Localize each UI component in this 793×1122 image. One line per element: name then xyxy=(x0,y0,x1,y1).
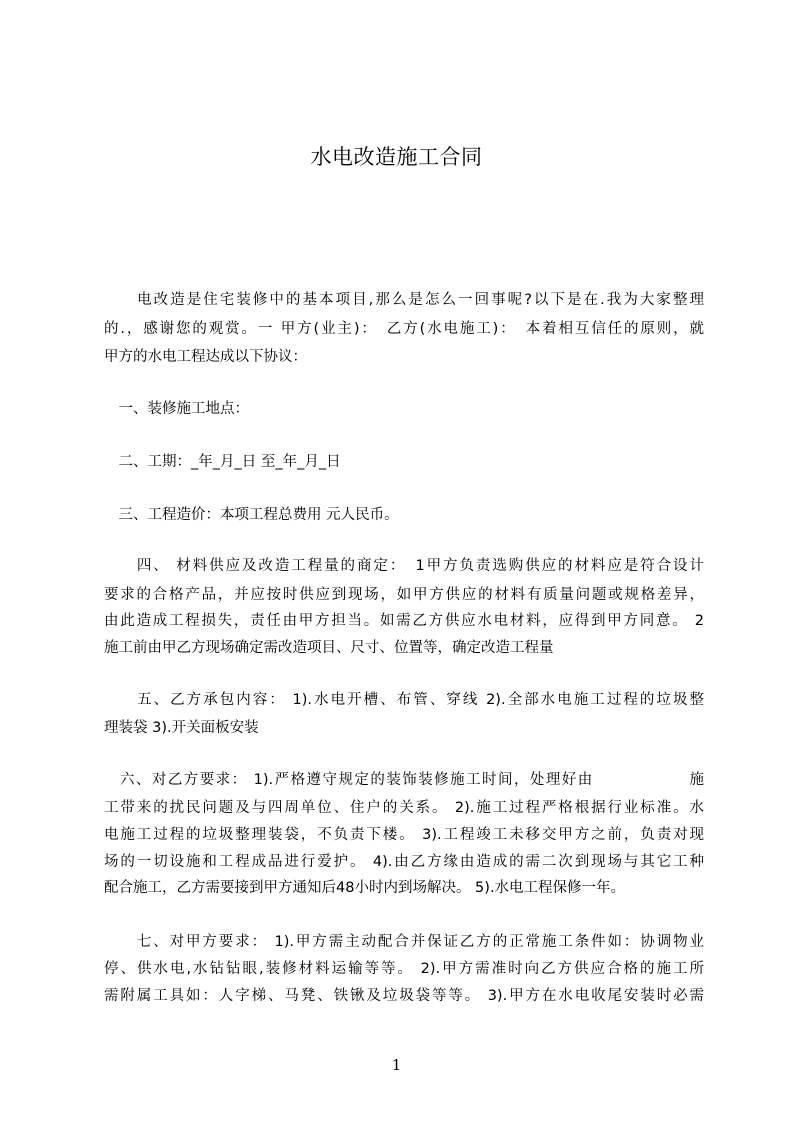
paragraph-line: 甲方的水电工程达成以下协议： xyxy=(104,349,307,365)
page-number: 1 xyxy=(391,1056,402,1074)
paragraph-line: 由此造成工程损失，责任由甲方担当。如需乙方供应水电材料，应得到甲方同意。 2 xyxy=(104,613,704,629)
paragraph-line: 电改造是住宅装修中的基本项目,那么是怎么一回事呢?以下是在.我为大家整理 xyxy=(104,292,704,308)
paragraph-line: 需附属工具如：人字梯、马凳、铁锹及垃圾袋等等。 3).甲方在水电收尾安装时必需 xyxy=(104,988,704,1004)
paragraph-line: 理装袋 3).开关面板安装 xyxy=(104,720,259,736)
paragraph-line: 四、 材料供应及改造工程量的商定： 1甲方负责选购供应的材料应是符合设计 xyxy=(104,558,704,574)
paragraph-line: 电施工过程的垃圾整理装袋，不负责下楼。 3).工程竣工未移交甲方之前，负责对现 xyxy=(104,827,704,843)
section-heading: 三、工程造价：本项工程总费用 元人民币。 xyxy=(104,507,399,523)
paragraph-line: 六、对乙方要求： 1).严格遵守规定的装饰装修施工时间，处理好由 施 xyxy=(104,772,704,788)
page-title: 水电改造施工合同 xyxy=(310,145,483,169)
paragraph-line: 工带来的扰民问题及与四周单位、住户的关系。 2).施工过程严格根据行业标准。水 xyxy=(104,800,704,816)
paragraph-line: 配合施工，乙方需要接到甲方通知后48小时内到场解决。 5).水电工程保修一年。 xyxy=(104,880,626,896)
paragraph-line: 五、乙方承包内容： 1).水电开槽、布管、穿线 2).全部水电施工过程的垃圾整 xyxy=(104,692,704,708)
paragraph-line: 场的一切设施和工程成品进行爱护。 4).由乙方缘由造成的需二次到现场与其它工种 xyxy=(104,854,704,870)
section-heading: 一、装修施工地点： xyxy=(104,401,249,417)
paragraph-line: 要求的合格产品，并应按时供应到现场，如甲方供应的材料有质量问题或规格差异， xyxy=(104,587,704,603)
paragraph-line: 施工前由甲乙方现场确定需改造项目、尺寸、位置等，确定改造工程量 xyxy=(104,640,554,656)
paragraph-line: 七、对甲方要求： 1).甲方需主动配合并保证乙方的正常施工条件如：协调物业 xyxy=(104,934,704,950)
section-heading: 二、工期：_年_月_日 至_年_月_日 xyxy=(104,454,341,470)
paragraph-line: 停、供水电,水钻钻眼,装修材料运输等等。 2).甲方需准时向乙方供应合格的施工所 xyxy=(104,961,704,977)
paragraph-line: 的.，感谢您的观赏。一 甲方(业主)： 乙方(水电施工)： 本着相互信任的原则，就 xyxy=(104,321,704,337)
